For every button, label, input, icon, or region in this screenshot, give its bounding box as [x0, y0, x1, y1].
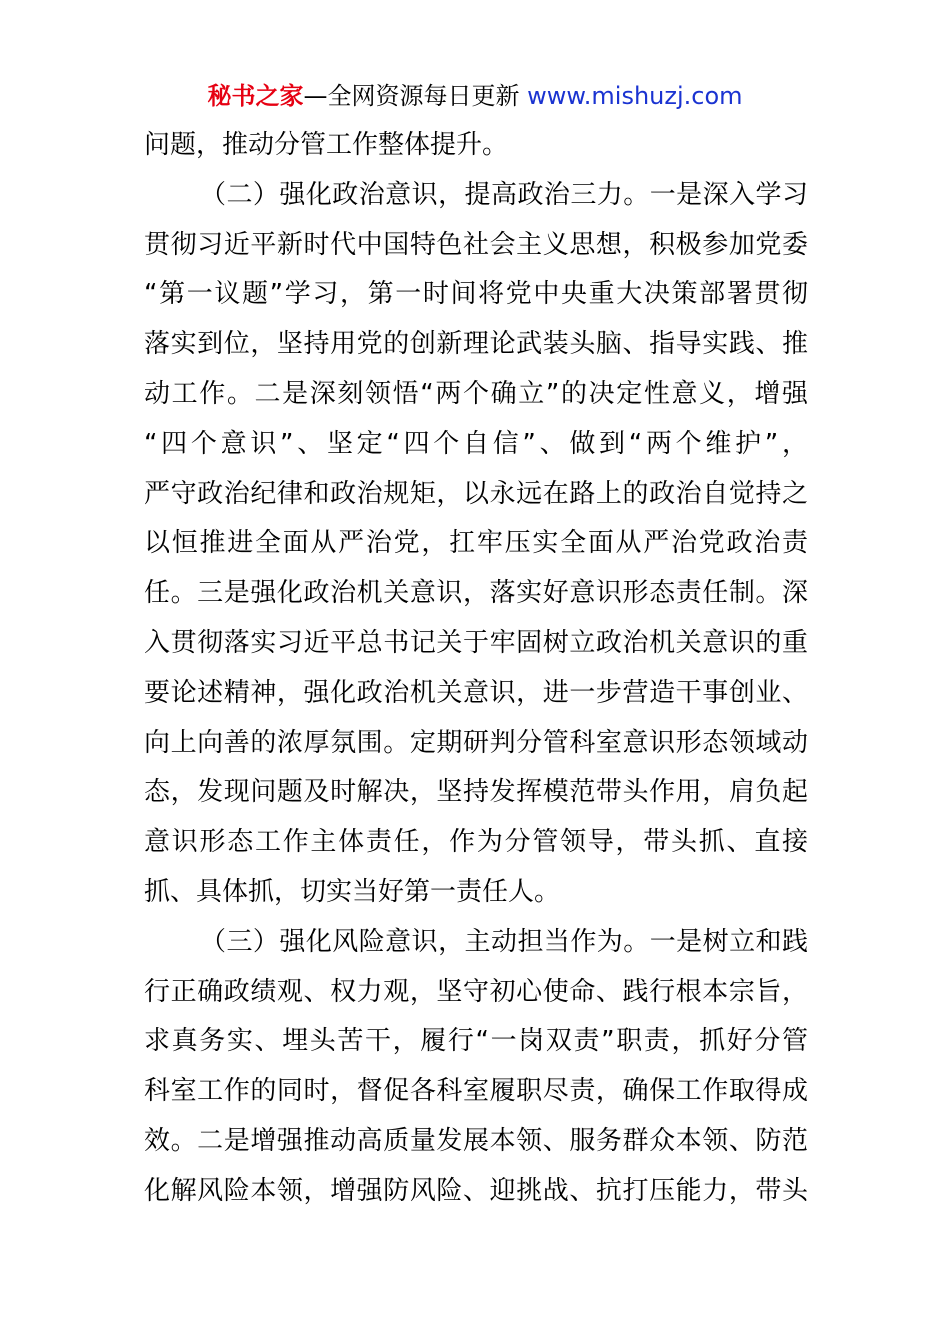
text-line: 化解风险本领，增强防风险、迎挑战、抗打压能力，带头 — [144, 1175, 808, 1206]
text-line: 要论述精神，强化政治机关意识，进一步营造干事创业、 — [144, 677, 808, 708]
text-line: 向上向善的浓厚氛围。定期研判分管科室意识形态领域动 — [144, 727, 808, 758]
text-line: 效。二是增强推动高质量发展本领、服务群众本领、防范 — [144, 1125, 808, 1156]
site-brand: 秘书之家 — [207, 82, 304, 110]
text-line: 严守政治纪律和政治规矩，以永远在路上的政治自觉持之 — [144, 478, 808, 509]
text-line: 入贯彻落实习近平总书记关于牢固树立政治机关意识的重 — [144, 627, 808, 658]
site-header — [0, 80, 950, 112]
text-line: 求真务实、埋头苦干，履行“一岗双责”职责，抓好分管 — [144, 1026, 808, 1057]
paragraph-heading-line: （二）强化政治意识，提高政治三力。一是深入学习 — [200, 179, 808, 210]
text-line: 动工作。二是深刻领悟“两个确立”的决定性意义，增强 — [144, 378, 808, 409]
site-url-link[interactable]: www.mishuzj.com — [527, 82, 743, 110]
text-line: 任。三是强化政治机关意识，落实好意识形态责任制。深 — [144, 578, 808, 609]
paragraph-heading-line: （三）强化风险意识，主动担当作为。一是树立和践 — [200, 926, 808, 957]
document-body — [144, 121, 808, 1217]
text-line: 落实到位，坚持用党的创新理论武装头脑、指导实践、推 — [144, 329, 808, 360]
text-line: 以恒推进全面从严治党，扛牢压实全面从严治党政治责 — [144, 528, 808, 559]
text-line: 态，发现问题及时解决，坚持发挥模范带头作用，肩负起 — [144, 777, 808, 808]
text-line: 抓、具体抓，切实当好第一责任人。 — [144, 876, 561, 907]
text-line: “四个意识”、坚定“四个自信”、做到“两个维护”， — [144, 428, 808, 459]
text-line: “第一议题”学习，第一时间将党中央重大决策部署贯彻 — [144, 279, 808, 310]
text-line: 问题，推动分管工作整体提升。 — [144, 130, 509, 160]
text-line: 贯彻习近平新时代中国特色社会主义思想，积极参加党委 — [144, 229, 808, 260]
site-tagline: —全网资源每日更新 — [303, 82, 528, 110]
text-line: 意识形态工作主体责任，作为分管领导，带头抓、直接 — [144, 827, 808, 858]
text-line: 科室工作的同时，督促各科室履职尽责，确保工作取得成 — [144, 1076, 808, 1107]
text-line: 行正确政绩观、权力观，坚守初心使命、践行根本宗旨， — [144, 976, 808, 1007]
